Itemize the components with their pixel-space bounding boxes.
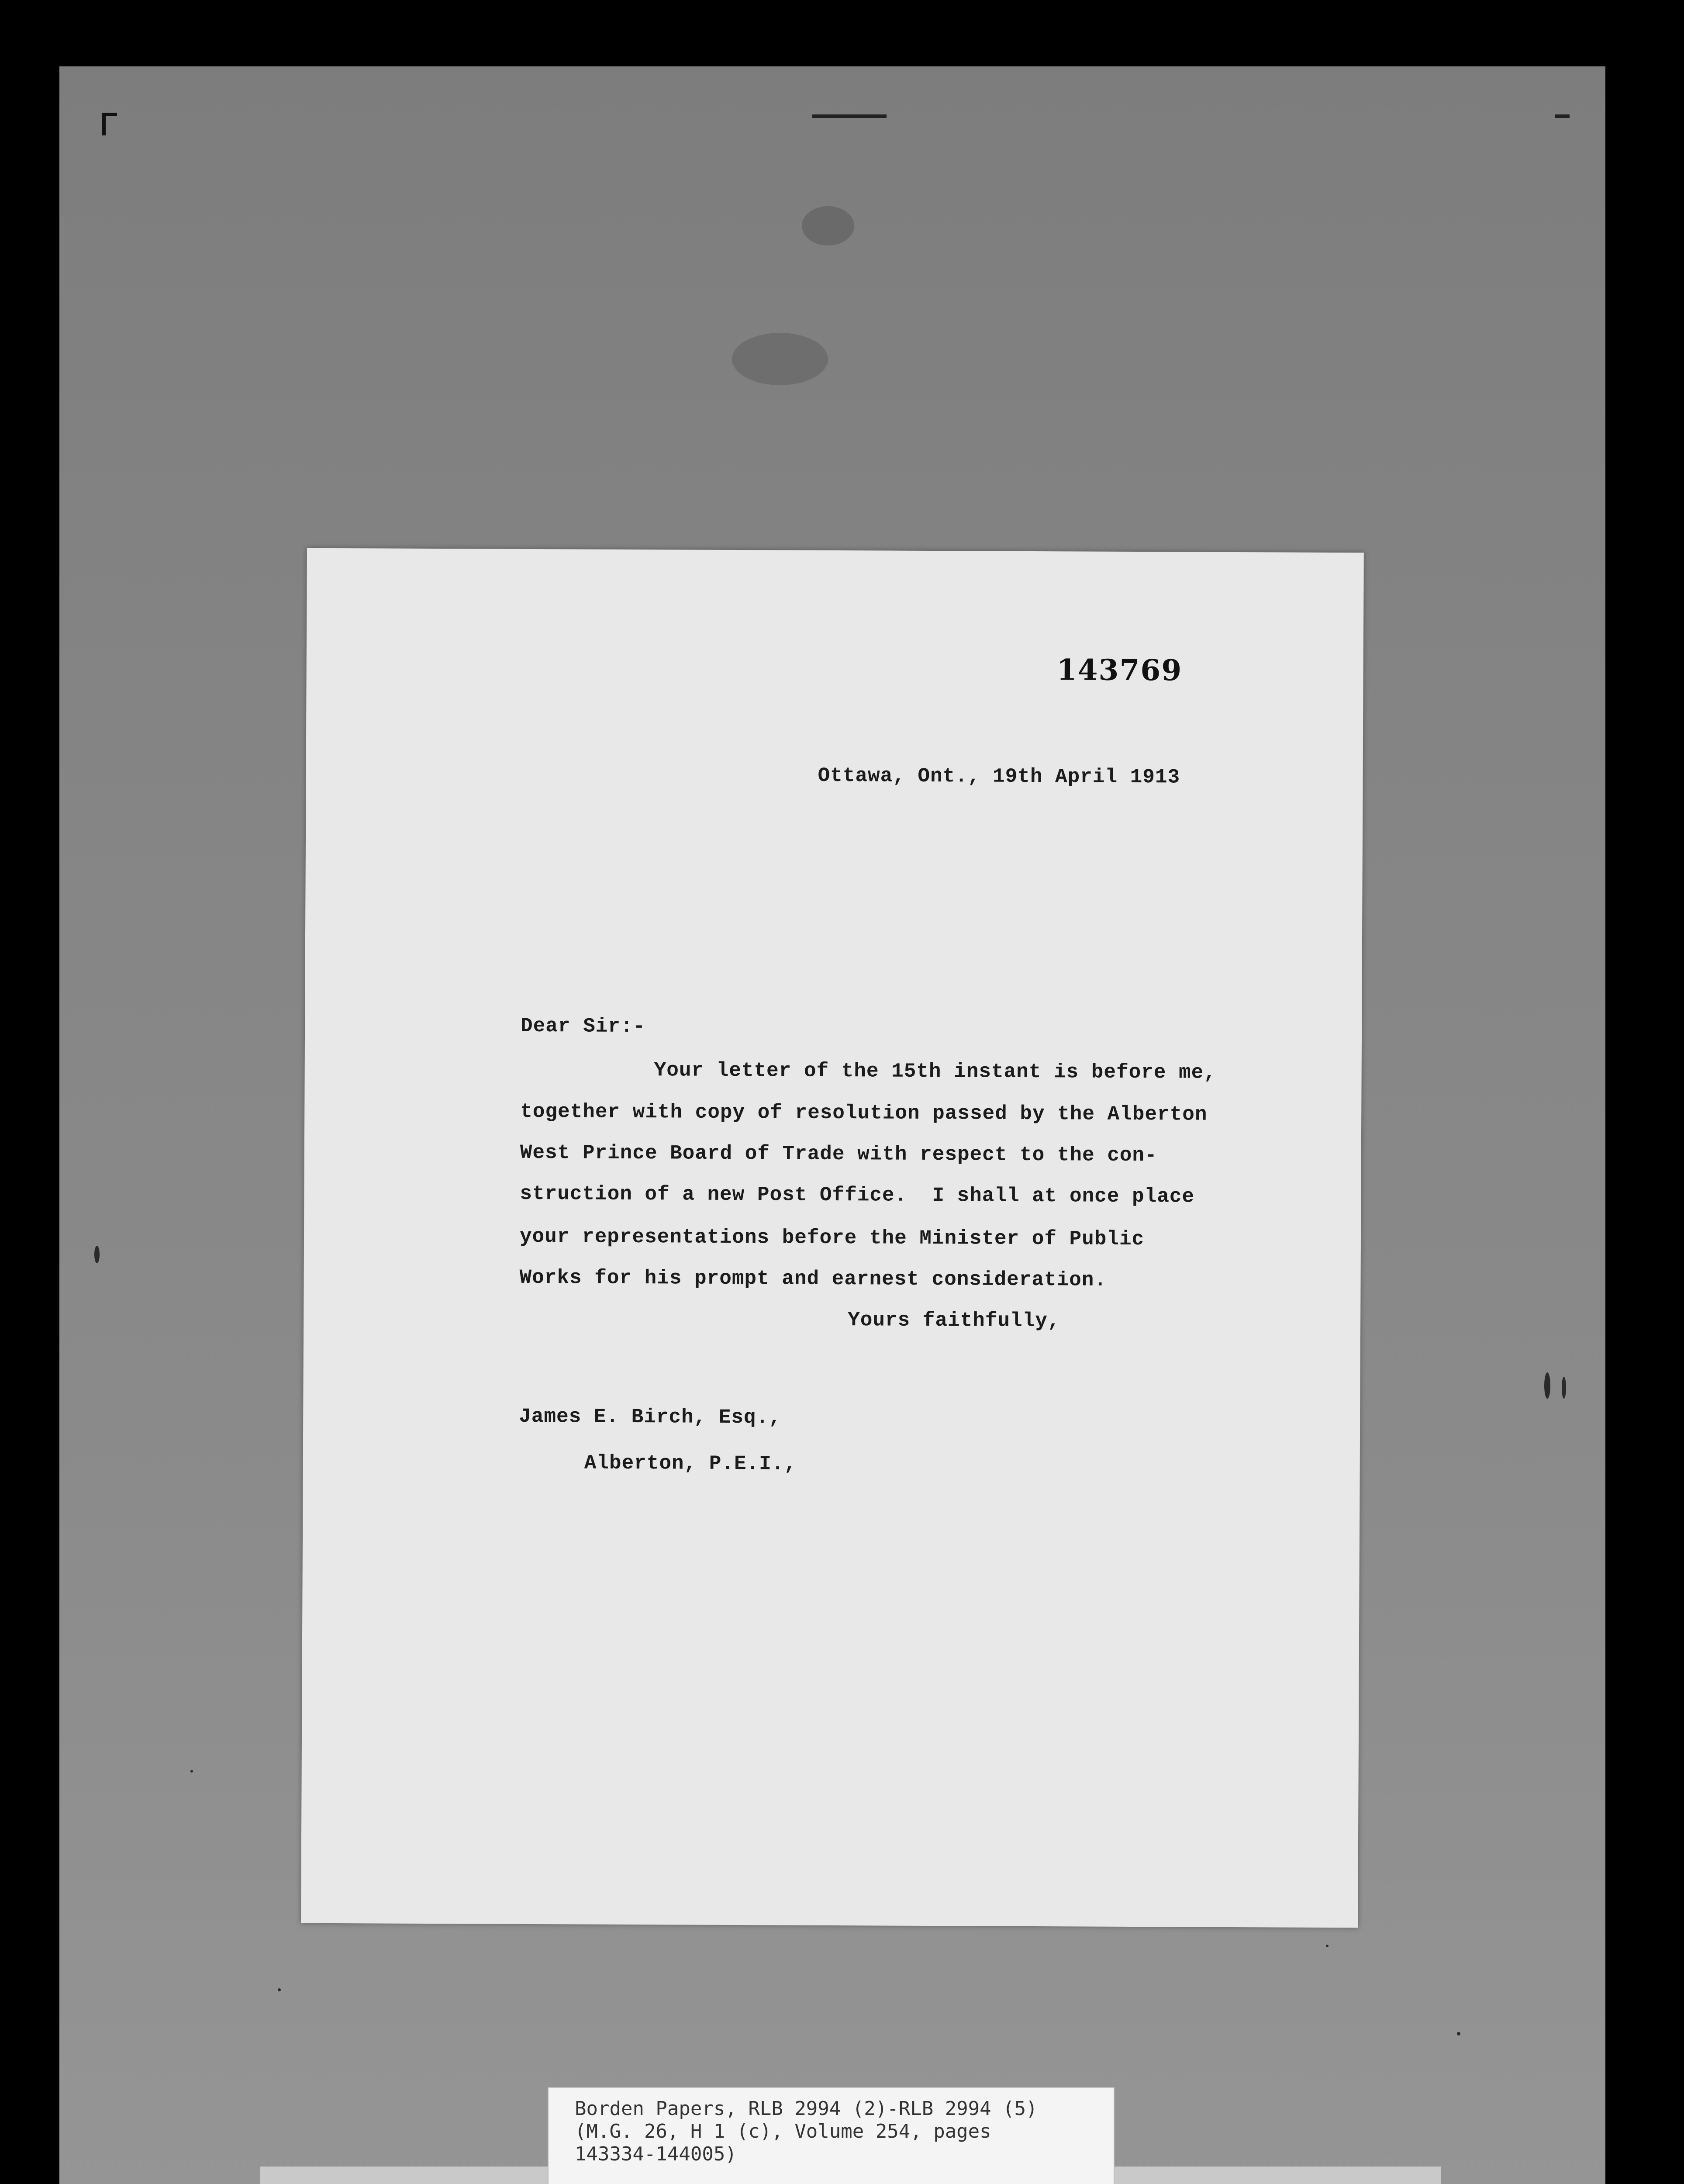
frame-speck — [1562, 1377, 1566, 1399]
frame-speck — [278, 1988, 281, 1991]
frame-speck — [1544, 1372, 1550, 1399]
top-film-mark — [1555, 114, 1570, 118]
citation-slip — [548, 2087, 1115, 2184]
citation-text — [575, 2098, 1038, 2166]
document-number: 143769 — [1056, 653, 1183, 688]
addressee-name: James E. Birch, Esq., — [519, 1405, 782, 1429]
letter-body-line: West Prince Board of Trade with respect to the con- — [520, 1141, 1157, 1167]
letter-body-line: Works for his prompt and earnest consideration. — [519, 1266, 1107, 1292]
citation-line: Borden Papers, RLB 2994 (2)-RLB 2994 (5) — [575, 2098, 1038, 2120]
letter-closing: Yours faithfully, — [848, 1309, 1060, 1333]
corner-crop-mark — [102, 113, 117, 135]
frame-speck — [94, 1246, 100, 1263]
frame-speck — [1457, 2032, 1460, 2035]
addressee-place: Alberton, P.E.I., — [584, 1451, 797, 1476]
letter-body-line: together with copy of resolution passed by the Alberton — [520, 1100, 1208, 1126]
letter-dateline: Ottawa, Ont., 19th April 1913 — [818, 764, 1180, 789]
letter-body-line: struction of a new Post Office. I shall at once place — [520, 1182, 1195, 1208]
citation-line: (M.G. 26, H 1 (c), Volume 254, pages — [575, 2120, 991, 2143]
letter-body-line: Your letter of the 15th instant is before me, — [654, 1059, 1216, 1084]
top-film-mark — [812, 114, 887, 118]
frame-speck — [802, 206, 854, 245]
frame-speck — [732, 333, 828, 385]
frame-speck — [190, 1770, 193, 1773]
frame-speck — [1326, 1945, 1329, 1947]
letter-salutation: Dear Sir:- — [520, 1014, 646, 1038]
citation-line: 143334-144005) — [575, 2143, 737, 2165]
letter-sheet — [301, 548, 1364, 1928]
letter-body-line: your representations before the Minister of Public — [519, 1225, 1145, 1251]
